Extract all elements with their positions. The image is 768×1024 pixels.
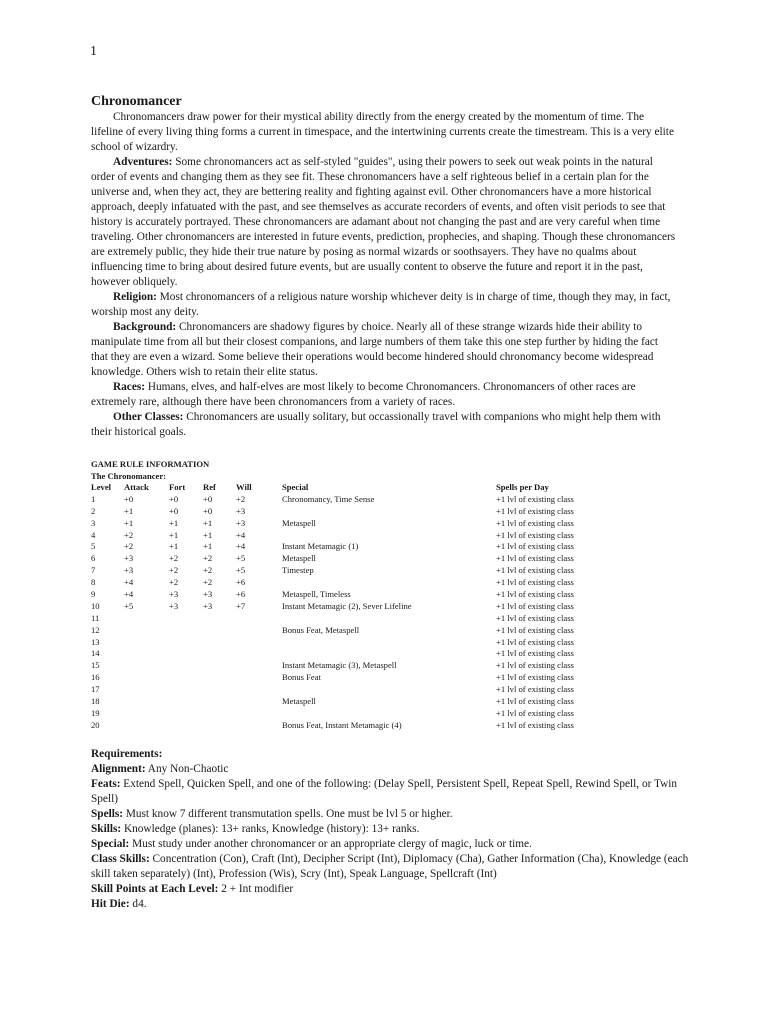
table-cell: +1 <box>203 517 213 528</box>
table-cell: +0 <box>203 493 213 504</box>
table-cell: +1 <box>203 529 213 540</box>
table-cell: 13 <box>91 636 100 647</box>
requirement-text: Knowledge (planes): 13+ ranks, Knowledge (history): 13+ ranks. <box>121 823 420 835</box>
table-cell: 7 <box>91 565 96 576</box>
requirement-text: Extend Spell, Quicken Spell, and one of the following: (Delay Spell, Persistent Spell, Repeat Spell, Rewind Spell, or Twin Spell) <box>91 778 678 805</box>
requirement-label: Feats: <box>91 778 121 790</box>
requirement-label: Alignment: <box>91 763 146 775</box>
table-cell: 14 <box>91 648 100 659</box>
requirement-label: Special: <box>91 838 130 850</box>
table-cell: +2 <box>169 577 179 588</box>
paragraph-text: Some chronomancers act as self-styled "guides", using their powers to seek out weak points in the natural order of events and changing them as they see fit. These chronomancers have a self righteous belief in a certain plan for the universe and, when they act, they are bettering reality and fighting against evil. Other chronomancers have a more historical approach, deeply infatuated with the past, and see themselves as accurate recorders of events, and often visit periods to see that history is accurately portrayed. These chronomancers are adamant about not changing the past and are very careful when time traveling. Other chronomancers are interested in future events, prediction, prophecies, and shaping. Though these chronomancers are extremely public, they hide their true nature by posing as normal wizards or soothsayers. They have no qualms about influencing time to bring about desired future events, but are usually content to observe the future and report it in the past, however obliquely. <box>91 156 676 288</box>
table-cell: 3 <box>91 517 96 528</box>
paragraph <box>91 380 676 410</box>
table-cell: 18 <box>91 696 100 707</box>
table-cell: +1 lvl of existing class <box>496 600 574 611</box>
table-cell: +1 lvl of existing class <box>496 565 574 576</box>
paragraph-label: Religion: <box>113 291 157 303</box>
paragraph-text: Chronomancers draw power for their mystical ability directly from the energy created by the momentum of time. The lifeline of every living thing forms a current in timespace, and the intertwining currents create the timestream. This is a very elite school of wizardry. <box>91 111 674 153</box>
requirement-label: Skill Points at Each Level: <box>91 883 219 895</box>
table-cell: +1 lvl of existing class <box>496 719 574 730</box>
paragraph <box>91 410 676 440</box>
requirement-text: d4. <box>129 898 147 910</box>
table-cell: 19 <box>91 707 100 718</box>
table-cell: +1 lvl of existing class <box>496 505 574 516</box>
requirement-item <box>91 897 691 912</box>
table-cell: +1 <box>124 505 134 516</box>
table-caption: The Chronomancer: <box>91 471 167 481</box>
column-header: Fort <box>169 482 186 492</box>
requirement-item <box>91 822 691 837</box>
table-cell: +1 lvl of existing class <box>496 648 574 659</box>
table-cell: +3 <box>169 600 179 611</box>
table-cell: +4 <box>124 589 134 600</box>
requirement-label: Skills: <box>91 823 122 835</box>
table-cell: 15 <box>91 660 100 671</box>
body-text <box>91 110 676 440</box>
paragraph-text: Chronomancers are usually solitary, but occassionally travel with companions who might help them with their historical goals. <box>91 411 661 438</box>
requirement-text: Must study under another chronomancer or an appropriate clergy of magic, luck or time. <box>129 838 532 850</box>
table-cell: 6 <box>91 553 96 564</box>
table-cell: +3 <box>124 565 134 576</box>
table-cell: +4 <box>124 577 134 588</box>
requirement-item <box>91 882 691 897</box>
table-cell: +2 <box>169 553 179 564</box>
column-header: Ref <box>203 482 216 492</box>
requirements-heading: Requirements: <box>91 748 163 760</box>
paragraph-text: Humans, elves, and half-elves are most likely to become Chronomancers. Chronomancers of other races are extremely rare, although there have been chronomancers from a variety of races. <box>91 381 636 408</box>
table-cell: 2 <box>91 505 96 516</box>
requirements-section <box>91 747 691 912</box>
game-rule-header <box>91 458 209 482</box>
table-cell: +2 <box>203 553 213 564</box>
paragraph-label: Other Classes: <box>113 411 184 423</box>
table-cell: +1 lvl of existing class <box>496 684 574 695</box>
table-cell: Metaspell <box>282 517 316 528</box>
paragraph-label: Races: <box>113 381 145 393</box>
table-cell: +2 <box>124 541 134 552</box>
table-cell: +2 <box>169 565 179 576</box>
requirement-item <box>91 762 691 777</box>
requirement-label: Hit Die: <box>91 898 130 910</box>
table-cell: 1 <box>91 493 96 504</box>
requirement-label: Class Skills: <box>91 853 150 865</box>
table-cell: +0 <box>124 493 134 504</box>
table-cell: +1 lvl of existing class <box>496 577 574 588</box>
table-cell: +1 <box>169 517 179 528</box>
requirement-item <box>91 807 691 822</box>
requirement-text: Concentration (Con), Craft (Int), Decipher Script (Int), Diplomacy (Cha), Gather Information (Cha), Knowledge (each skill taken separately) (Int), Profession (Wis), Scry (Int), Speak Language, Spellcraft (Int) <box>91 853 689 880</box>
requirement-item <box>91 852 691 882</box>
table-cell: +1 <box>124 517 134 528</box>
table-cell: +5 <box>236 565 246 576</box>
requirement-label: Spells: <box>91 808 124 820</box>
table-cell: +1 lvl of existing class <box>496 672 574 683</box>
table-cell: 17 <box>91 684 100 695</box>
table-cell: 16 <box>91 672 100 683</box>
table-cell: Metaspell <box>282 553 316 564</box>
table-cell: +3 <box>203 600 213 611</box>
table-cell: +2 <box>124 529 134 540</box>
table-cell: Bonus Feat, Metaspell <box>282 624 360 635</box>
table-cell: Metaspell <box>282 696 316 707</box>
table-cell: +0 <box>169 493 179 504</box>
table-cell: 9 <box>91 589 96 600</box>
table-cell: +0 <box>203 505 213 516</box>
table-cell: Instant Metamagic (3), Metaspell <box>282 660 397 671</box>
table-cell: 10 <box>91 600 100 611</box>
paragraph-label: Background: <box>113 321 177 333</box>
table-cell: Metaspell, Timeless <box>282 589 351 600</box>
table-cell: +1 lvl of existing class <box>496 612 574 623</box>
table-cell: +1 lvl of existing class <box>496 553 574 564</box>
column-header: Will <box>236 482 252 492</box>
table-cell: +3 <box>169 589 179 600</box>
table-cell: +1 lvl of existing class <box>496 541 574 552</box>
table-cell: +1 lvl of existing class <box>496 624 574 635</box>
table-cell: +6 <box>236 589 246 600</box>
column-header: Spells per Day <box>496 482 549 492</box>
table-cell: +4 <box>236 529 246 540</box>
paragraph-text: Most chronomancers of a religious nature worship whichever deity is in charge of time, though they may, in fact, worship most any deity. <box>91 291 671 318</box>
table-cell: +7 <box>236 600 246 611</box>
table-cell: +5 <box>124 600 134 611</box>
requirement-text: Any Non-Chaotic <box>145 763 229 775</box>
table-cell: +1 <box>203 541 213 552</box>
table-cell: +1 lvl of existing class <box>496 529 574 540</box>
table-cell: +1 lvl of existing class <box>496 636 574 647</box>
paragraph <box>91 155 676 290</box>
table-cell: +3 <box>124 553 134 564</box>
paragraph <box>91 110 676 155</box>
table-cell: 8 <box>91 577 96 588</box>
requirement-text: Must know 7 different transmutation spells. One must be lvl 5 or higher. <box>123 808 453 820</box>
column-header: Attack <box>124 482 149 492</box>
table-cell: Instant Metamagic (2), Sever Lifeline <box>282 600 412 611</box>
table-cell: +6 <box>236 577 246 588</box>
table-cell: +1 lvl of existing class <box>496 660 574 671</box>
table-cell: +4 <box>236 541 246 552</box>
column-header: Special <box>282 482 309 492</box>
requirement-item <box>91 777 691 807</box>
requirement-text: 2 + Int modifier <box>218 883 294 895</box>
table-cell: +2 <box>203 577 213 588</box>
page-number: 1 <box>90 44 97 59</box>
table-cell: 11 <box>91 612 100 623</box>
table-cell: +2 <box>203 565 213 576</box>
table-cell: +2 <box>236 493 246 504</box>
table-cell: +1 lvl of existing class <box>496 696 574 707</box>
table-cell: Chronomancy, Time Sense <box>282 493 375 504</box>
table-cell: +3 <box>236 517 246 528</box>
requirement-item <box>91 837 691 852</box>
table-cell: Timestep <box>282 565 314 576</box>
table-cell: 12 <box>91 624 100 635</box>
table-cell: +1 <box>169 529 179 540</box>
table-cell: 4 <box>91 529 96 540</box>
paragraph <box>91 290 676 320</box>
table-cell: +1 lvl of existing class <box>496 493 574 504</box>
paragraph-label: Adventures: <box>113 156 173 168</box>
table-cell: 20 <box>91 719 100 730</box>
table-cell: +1 <box>169 541 179 552</box>
table-cell: +0 <box>169 505 179 516</box>
table-cell: +1 lvl of existing class <box>496 707 574 718</box>
game-rule-heading: GAME RULE INFORMATION <box>91 459 210 469</box>
table-cell: +1 lvl of existing class <box>496 589 574 600</box>
table-cell: Bonus Feat, Instant Metamagic (4) <box>282 719 402 730</box>
page-title: Chronomancer <box>91 94 182 109</box>
paragraph <box>91 320 676 380</box>
table-cell: +5 <box>236 553 246 564</box>
table-cell: 5 <box>91 541 96 552</box>
table-cell: Instant Metamagic (1) <box>282 541 359 552</box>
table-cell: Bonus Feat <box>282 672 321 683</box>
table-cell: +1 lvl of existing class <box>496 517 574 528</box>
table-cell: +3 <box>203 589 213 600</box>
table-cell: +3 <box>236 505 246 516</box>
paragraph-text: Chronomancers are shadowy figures by choice. Nearly all of these strange wizards hide their ability to manipulate time from all but their closest companions, and large numbers of them take this one step further by hiding the fact that they are even a wizard. Some believe their operations would become hindered should chronomancy become widespread knowledge. Others wish to retain their elite status. <box>91 321 658 378</box>
column-header: Level <box>91 482 112 492</box>
